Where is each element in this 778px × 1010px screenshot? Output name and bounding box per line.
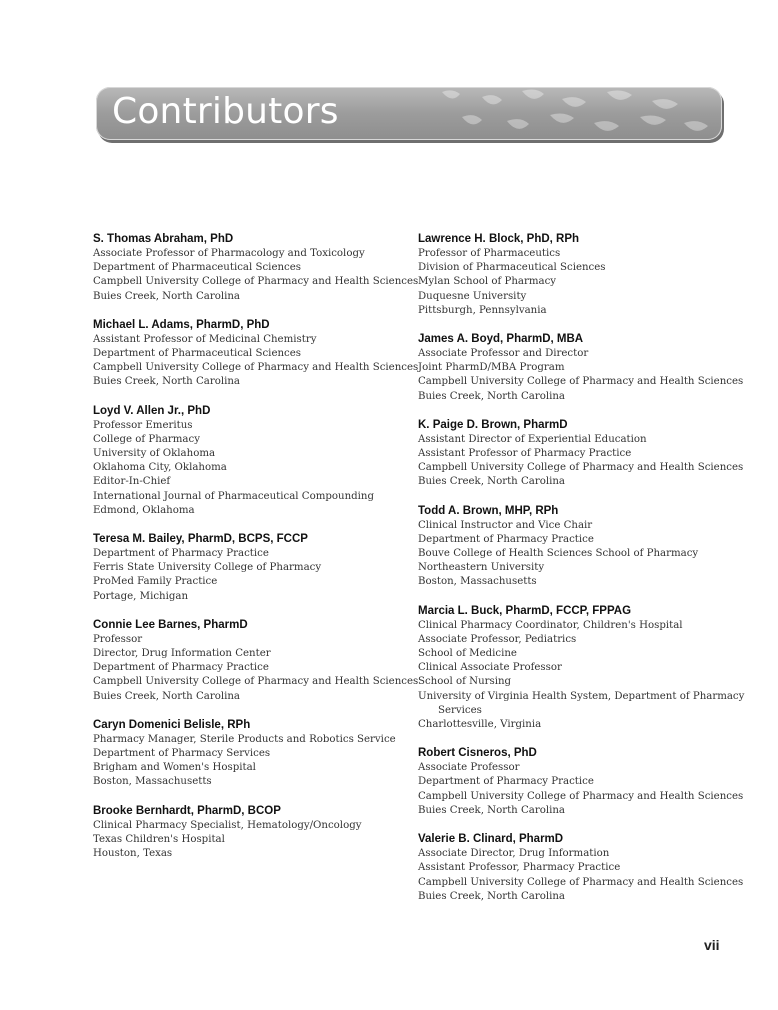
contributor-entry: [93, 404, 403, 518]
contributor-entry: [418, 332, 744, 404]
contributor-name: James A. Boyd, PharmD, MBA: [418, 333, 584, 346]
contributor-name: Robert Cisneros, PhD: [418, 747, 537, 760]
contributor-affiliation-line: Pharmacy Manager, Sterile Products and Robotics Service: [93, 733, 396, 745]
contributor-name: Caryn Domenici Belisle, RPh: [93, 718, 251, 731]
contributor-affiliation-line: Buies Creek, North Carolina: [93, 690, 241, 702]
contributor-name: Todd A. Brown, MHP, RPh: [418, 504, 559, 517]
contributor-affiliation-line: Charlottesville, Virginia: [418, 719, 542, 731]
contributor-affiliation-line: ProMed Family Practice: [93, 576, 218, 588]
contributor-affiliation-line: Associate Director, Drug Information: [418, 848, 610, 860]
contributor-affiliation-line: University of Oklahoma: [93, 448, 216, 460]
contributor-affiliation-line: Campbell University College of Pharmacy and Health Sciences: [418, 790, 744, 802]
contributor-affiliation-line: Associate Professor and Director: [418, 348, 589, 360]
contributor-affiliation-line: School of Medicine: [418, 648, 517, 660]
contributor-entry: [93, 232, 419, 304]
contributor-entry: [93, 718, 403, 790]
contributor-affiliation-line: Director, Drug Information Center: [93, 648, 271, 660]
contributor-affiliation-line: Buies Creek, North Carolina: [418, 476, 566, 488]
contributor-affiliation-line: College of Pharmacy: [93, 433, 200, 445]
contributor-entry: [93, 804, 403, 862]
contributor-affiliation-line: Buies Creek, North Carolina: [93, 290, 241, 302]
contributor-affiliation-line: Department of Pharmacy Practice: [93, 548, 269, 560]
contributor-affiliation-line: Clinical Pharmacy Specialist, Hematology/Oncology: [93, 819, 362, 831]
contributor-name: K. Paige D. Brown, PharmD: [418, 418, 568, 431]
contributor-entry: [418, 746, 744, 818]
contributor-affiliation-line: Assistant Director of Experiential Education: [418, 433, 647, 445]
contributor-affiliation-line: Buies Creek, North Carolina: [418, 804, 566, 816]
contributor-affiliation-line: Brigham and Women's Hospital: [93, 762, 256, 774]
contributor-affiliation-line: Portage, Michigan: [93, 590, 189, 602]
contributor-entry: [93, 618, 419, 704]
contributor-affiliation-line: International Journal of Pharmaceutical Compounding: [93, 490, 374, 502]
contributor-affiliation-line: Professor: [93, 633, 143, 645]
contributor-affiliation-line: Boston, Massachusetts: [93, 776, 212, 788]
contributor-name: Valerie B. Clinard, PharmD: [418, 833, 564, 846]
contributor-affiliation-line: Clinical Pharmacy Coordinator, Children's Hospital: [418, 619, 683, 631]
page-title: Contributors: [112, 91, 339, 132]
contributor-affiliation-line: Clinical Associate Professor: [418, 662, 562, 674]
contributor-affiliation-line: Department of Pharmaceutical Sciences: [93, 262, 301, 274]
page-header-banner: [96, 87, 722, 140]
contributor-affiliation-line: Edmond, Oklahoma: [93, 504, 195, 516]
contributor-affiliation-line: Campbell University College of Pharmacy and Health Sciences: [418, 376, 744, 388]
contributor-affiliation-line: Campbell University College of Pharmacy and Health Sciences: [93, 276, 419, 288]
contributor-affiliation-line: Oklahoma City, Oklahoma: [93, 462, 227, 474]
contributor-affiliation-line: Department of Pharmacy Practice: [418, 533, 594, 545]
contributor-affiliation-line: Pittsburgh, Pennsylvania: [418, 304, 547, 316]
page-number: vii: [704, 937, 720, 953]
contributor-name: Loyd V. Allen Jr., PhD: [93, 404, 211, 417]
contributor-affiliation-line: Department of Pharmacy Practice: [418, 776, 594, 788]
contributor-affiliation-line: Assistant Professor of Pharmacy Practice: [418, 448, 632, 460]
contributor-affiliation-line: Bouve College of Health Sciences School of Pharmacy: [418, 548, 699, 560]
contributor-affiliation-line: Associate Professor of Pharmacology and Toxicology: [93, 248, 365, 259]
contributor-affiliation-line: Buies Creek, North Carolina: [93, 376, 241, 388]
contributor-entry: [418, 504, 738, 590]
contributor-affiliation-line: Joint PharmD/MBA Program: [418, 362, 565, 374]
contributor-affiliation-line: Campbell University College of Pharmacy and Health Sciences: [93, 676, 419, 688]
contributor-name: Lawrence H. Block, PhD, RPh: [418, 233, 580, 245]
contributor-affiliation-line: Buies Creek, North Carolina: [418, 890, 566, 902]
contributor-affiliation-line: Northeastern University: [418, 562, 545, 574]
contributor-affiliation-line: Ferris State University College of Pharmacy: [93, 562, 322, 574]
contributor-affiliation-line: Campbell University College of Pharmacy and Health Sciences: [93, 362, 419, 374]
contributor-affiliation-line: Associate Professor, Pediatrics: [418, 633, 577, 645]
contributors-right-column: [418, 232, 745, 918]
contributor-affiliation-line: Assistant Professor, Pharmacy Practice: [418, 862, 621, 874]
contributor-affiliation-line: Professor Emeritus: [93, 419, 193, 431]
contributor-affiliation-line: Clinical Instructor and Vice Chair: [418, 519, 593, 531]
contributor-entry: [418, 604, 745, 733]
contributor-entry: [93, 532, 403, 604]
contributor-affiliation-line: Division of Pharmaceutical Sciences: [418, 262, 606, 274]
contributor-affiliation-line: Department of Pharmacy Practice: [93, 662, 269, 674]
contributor-affiliation-line: Duquesne University: [418, 290, 527, 302]
contributor-affiliation-line: University of Virginia Health System, Department of Pharmacy: [418, 690, 745, 702]
contributor-name: S. Thomas Abraham, PhD: [93, 233, 234, 245]
contributor-affiliation-line: Texas Children's Hospital: [93, 833, 225, 845]
contributor-affiliation-line: Boston, Massachusetts: [418, 576, 537, 588]
contributor-affiliation-line: Services: [438, 704, 482, 716]
contributor-affiliation-line: Professor of Pharmaceutics: [418, 248, 561, 259]
contributors-left-column: [93, 232, 419, 875]
contributor-affiliation-line: Mylan School of Pharmacy: [418, 276, 557, 288]
contributor-affiliation-line: Assistant Professor of Medicinal Chemistry: [93, 333, 317, 345]
contributor-entry: [418, 832, 744, 904]
contributor-name: Teresa M. Bailey, PharmD, BCPS, FCCP: [93, 533, 308, 546]
contributor-name: Michael L. Adams, PharmD, PhD: [93, 318, 270, 331]
contributor-entry: [93, 318, 419, 390]
contributor-affiliation-line: Campbell University College of Pharmacy and Health Sciences: [418, 462, 744, 474]
contributor-affiliation-line: Department of Pharmaceutical Sciences: [93, 348, 301, 360]
contributor-entry: [418, 232, 738, 318]
contributor-affiliation-line: Houston, Texas: [93, 848, 173, 860]
contributor-affiliation-line: Department of Pharmacy Services: [93, 748, 271, 760]
contributor-name: Brooke Bernhardt, PharmD, BCOP: [93, 804, 281, 817]
contributor-entry: [418, 418, 744, 490]
decorative-wave-pattern: [422, 87, 722, 140]
contributor-affiliation-line: Associate Professor: [418, 762, 520, 774]
contributor-affiliation-line: School of Nursing: [418, 676, 512, 688]
contributor-name: Marcia L. Buck, PharmD, FCCP, FPPAG: [418, 604, 632, 617]
contributor-name: Connie Lee Barnes, PharmD: [93, 618, 248, 631]
contributor-affiliation-line: Buies Creek, North Carolina: [418, 390, 566, 402]
contributor-affiliation-line: Editor-In-Chief: [93, 476, 171, 488]
contributor-affiliation-line: Campbell University College of Pharmacy and Health Sciences: [418, 876, 744, 888]
